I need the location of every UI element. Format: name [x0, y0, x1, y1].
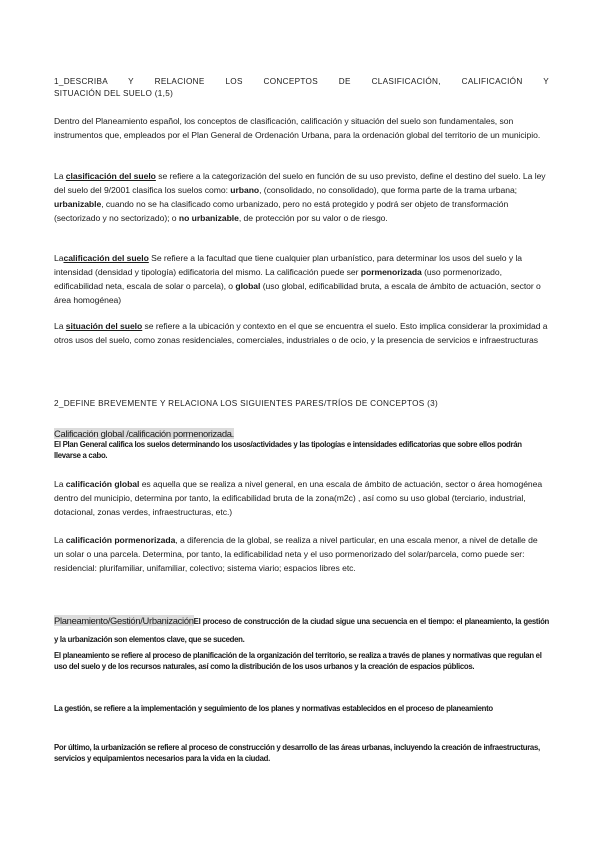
calificacion-pormenorizada-term: calificación pormenorizada	[65, 535, 176, 545]
planeamiento-paragraph: El planeamiento se refiere al proceso de planificación de la organización del territorio, se realiza a través de planes y normativas que regulan el uso del suelo y de los recursos naturales, así como la distribución de los usos urbanos y la creación de espacios públicos.	[54, 651, 542, 671]
intro-paragraph: Dentro del Planeamiento español, los conceptos de clasificación, calificación y situación del suelo son fundamentales, son instrumentos que, empleados por el Plan General de Ordenación Urbana, para la ordenación global del territorio de un municipio.	[54, 116, 541, 140]
planeamiento-subheading-paragraph: Planeamiento/Gestión/UrbanizaciónEl proceso de construcción de la ciudad sigue una secuencia en el tiempo: el planeamiento, la gestión y la urbanización son elementos clave, que se suceden.	[54, 615, 549, 644]
global-term: global	[235, 281, 261, 291]
calificacion-global-term: calificación global	[65, 479, 140, 489]
urbano-term: urbano	[230, 185, 260, 195]
calificacion-global-paragraph: La calificación global es aquella que se realiza a nivel general, en una escala de ámbito de actuación, sector o área homogénea dentro del municipio, determina por tanto, la edificabilidad bruta de la zona(m2c) , así como su uso global (terciario, industrial, dotacional, zonas verdes, infraestructuras, etc.)	[54, 479, 543, 517]
calificacion-pormenorizada-paragraph: La calificación pormenorizada, a diferencia de la global, se realiza a nivel particular, en una escala menor, a nivel de detalle de un solar o una parcela. Determina, por tanto, la edificabilidad neta y el uso pormenorizado del solar/parcela, como puede ser: residencial: plurifamiliar, unifamiliar, colectivo; sistema viario; espacios libres etc.	[54, 535, 538, 573]
section-1-heading-line-1: 1_DESCRIBA Y RELACIONE LOS CONCEPTOS DE CLASIFICACIÓN, CALIFICACIÓN Y	[54, 77, 549, 86]
situacion-term: situación del suelo	[65, 321, 143, 331]
gestion-paragraph: La gestión, se refiere a la implementación y seguimiento de los planes y normativas establecidos en el proceso de planeamiento	[54, 704, 493, 713]
clasificacion-paragraph: La clasificación del suelo se refiere a la categorización del suelo en función de su uso previsto, define el destino del suelo. La ley del suelo del 9/2001 clasifica los suelos como: urbano, (consolidado, no consolidado), que forma parte de la trama urbana; urbanizable, cuando no se ha clasificado como urbanizado, pero no está protegido y podrá ser objeto de transformación (sectorizado y no sectorizado); o no urbanizable, de protección por su valor o de riesgo.	[54, 171, 546, 223]
section-1-heading-line-2: SITUACIÓN DEL SUELO (1,5)	[54, 88, 174, 98]
urbanizacion-paragraph: Por último, la urbanización se refiere al proceso de construcción y desarrollo de las áreas urbanas, incluyendo la creación de infraestructuras, servicios y equipamientos necesarios para la vida en la ciudad.	[54, 743, 540, 763]
no-urbanizable-term: no urbanizable	[178, 213, 239, 223]
calificacion-paragraph: Lacalificación del suelo Se refiere a la facultad que tiene cualquier plan urbanístico, para determinar los usos del suelo y la intensidad (densidad y tipología) edificatoria del mismo. La calificación puede ser pormenorizada (uso pormenorizado, edificabilidad neta, escala de solar o parcela), o global (uso global, edificabilidad bruta, a escala de ámbito de actuación, sector o área homogénea)	[54, 253, 541, 305]
planeamiento-subheading: Planeamiento/Gestión/Urbanización	[54, 615, 194, 626]
calificacion-subheading: Calificación global /calificación pormenorizada.	[54, 428, 234, 439]
plan-general-definition: El Plan General califica los suelos determinando los usos/actividades y las tipologías e intensidades edificatorias que sobre ellos podrán llevarse a cabo.	[54, 440, 522, 460]
section-2-heading: 2_DEFINE BREVEMENTE Y RELACIONA LOS SIGUIENTES PARES/TRÍOS DE CONCEPTOS (3)	[54, 399, 439, 408]
calificacion-term: calificación del suelo	[63, 253, 149, 263]
urbanizable-term: urbanizable	[54, 199, 102, 209]
pormenorizada-term: pormenorizada	[360, 267, 422, 277]
clasificacion-term: clasificación del suelo	[65, 171, 156, 181]
situacion-paragraph: La situación del suelo se refiere a la ubicación y contexto en el que se encuentra el suelo. Esto implica considerar la proximidad a otros usos del suelo, como zonas residenciales, comerciales, industriales o de ocio, y la presencia de servicios e infraestructuras	[54, 321, 548, 345]
section-1-heading	[54, 76, 549, 99]
